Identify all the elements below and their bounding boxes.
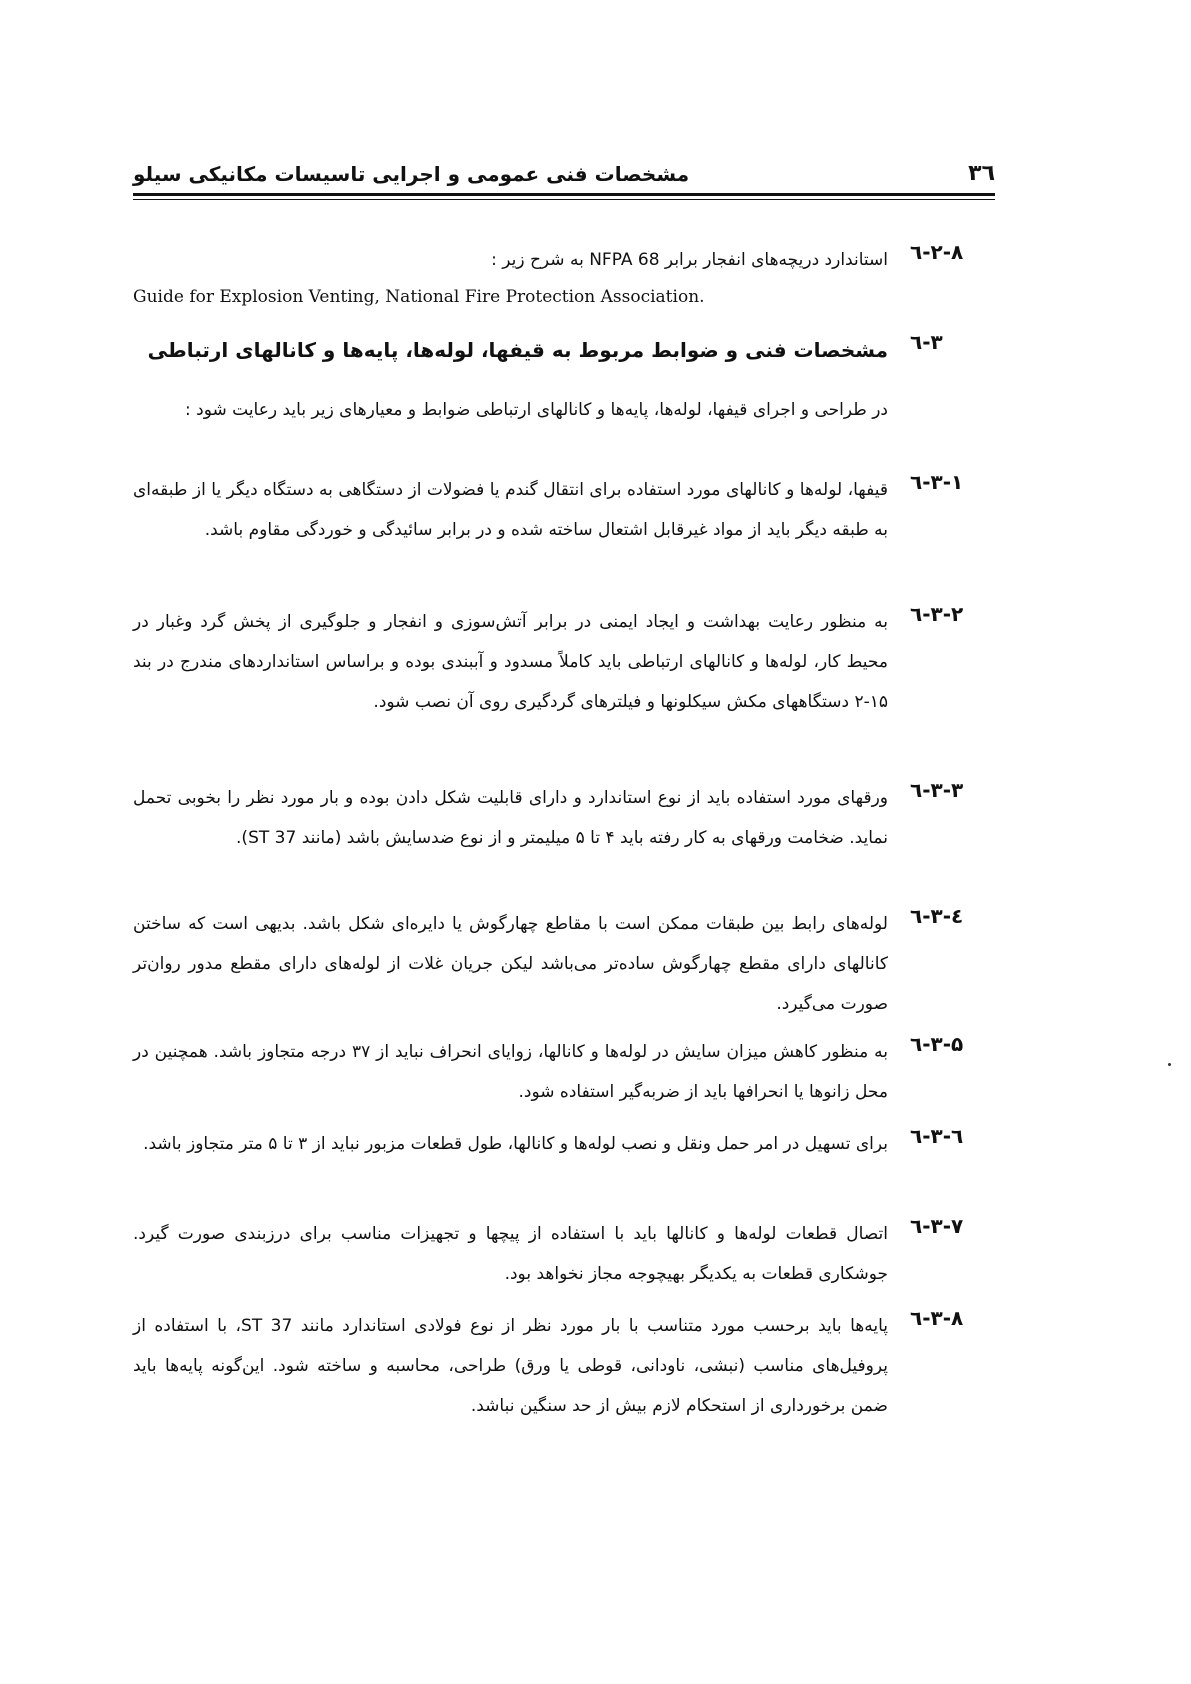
section-number: ٦-۳-۵: [910, 1032, 964, 1056]
section-6-3-8: [133, 1306, 995, 1426]
section-number: ٦-۳-۳: [910, 778, 964, 802]
section-text: قیفها، لوله‌ها و کانالهای مورد استفاده برای انتقال گندم یا فضولات از دستگاهی به دستگاه دیگر یا از طبقه‌ای به طبقه دیگر باید از مواد غیرقابل اشتعال ساخته شده و در برابر سائیدگی و خوردگی مقاوم باشد.: [133, 480, 888, 540]
section-number: ٦-۳-۷: [910, 1214, 964, 1238]
section-number: ٦-۳-٤: [910, 904, 964, 928]
section-text: لوله‌های رابط بین طبقات ممکن است با مقاطع چهارگوش یا دایره‌ای شکل باشد. بدیهی است که ساختن کانالهای دارای مقطع چهارگوش ساده‌تر می‌باشد لیکن جریان غلات از لوله‌های دارای مقطع مدور روان‌تر صورت می‌گیرد.: [133, 914, 888, 1014]
header-title: مشخصات فنی عمومی و اجرایی تاسیسات مکانیکی سیلو: [133, 162, 690, 186]
section-6-3-6: [133, 1124, 995, 1204]
section-text: برای تسهیل در امر حمل ونقل و نصب لوله‌ها و کانالها، طول قطعات مزبور نباید از ۳ تا ۵ متر متجاوز باشد.: [143, 1134, 888, 1154]
section-intro: در طراحی و اجرای قیفها، لوله‌ها، پایه‌ها و کانالهای ارتباطی ضوابط و معیارهای زیر باید رعایت شود :: [185, 400, 888, 420]
scan-speck: [1168, 1063, 1171, 1066]
section-number: ٦-۳-۸: [910, 1306, 964, 1330]
section-6-3: [133, 330, 995, 490]
section-6-3-3: [133, 778, 995, 898]
section-number: ٦-۲-۸: [910, 240, 964, 264]
section-number: ٦-۳-٦: [910, 1124, 964, 1148]
section-6-3-4: [133, 904, 995, 1024]
section-text: استاندارد دریچه‌های انفجار برابر NFPA 68 به شرح زیر :: [491, 250, 888, 270]
section-text: اتصال قطعات لوله‌ها و کانالها باید با استفاده از پیچها و تجهیزات مناسب برای درزبندی صورت گیرد. جوشکاری قطعات به یکدیگر بهیچوجه مجاز نخواهد بود.: [133, 1224, 888, 1284]
section-heading: مشخصات فنی و ضوابط مربوط به قیفها، لوله‌ها، پایه‌ها و کانالهای ارتباطی: [147, 338, 888, 362]
section-number: ٦-۳-۲: [910, 602, 964, 626]
page-header: [133, 150, 995, 192]
section-number: ٦-۳: [910, 330, 943, 354]
section-6-3-5: [133, 1032, 995, 1112]
section-text: به منظور کاهش میزان سایش در لوله‌ها و کانالها، زوایای انحراف نباید از ۳۷ درجه متجاوز باشد. همچنین در محل زانوها یا انحرافها باید از ضربه‌گیر استفاده شود.: [133, 1042, 888, 1102]
page-number: ۳٦: [968, 161, 995, 186]
header-rule-thin: [133, 199, 995, 200]
english-reference: Guide for Explosion Venting, National Fire Protection Association.: [133, 287, 705, 307]
section-text: پایه‌ها باید برحسب مورد متناسب با بار مورد نظر از نوع فولادی استاندارد مانند ST 37، با استفاده از پروفیل‌های مناسب (نبشی، ناودانی، قوطی یا ورق) طراحی، محاسبه و ساخته شود. این‌گونه پایه‌ها باید ضمن برخورداری از استحکام لازم بیش از حد سنگین نباشد.: [133, 1316, 888, 1416]
section-6-3-1: [133, 470, 995, 590]
section-text: ورقهای مورد استفاده باید از نوع استاندارد و دارای قابلیت شکل دادن بوده و بار مورد نظر را بخوبی تحمل نماید. ضخامت ورقهای به کار رفته باید ۴ تا ۵ میلیمتر و از نوع ضدسایش باشد (مانند ST 37).: [133, 788, 888, 848]
section-text: به منظور رعایت بهداشت و ایجاد ایمنی در برابر آتش‌سوزی و انفجار و جلوگیری از پخش گرد وغبار در محیط کار، لوله‌ها و کانالهای ارتباطی باید کاملاً مسدود و آببندی بوده و براساس استانداردهای مندرج در بند ۱۵-۲ دستگاههای مکش سیکلونها و فیلترهای گردگیری روی آن نصب شود.: [133, 612, 888, 712]
section-6-3-2: [133, 602, 995, 762]
section-number: ٦-۳-۱: [910, 470, 964, 494]
section-6-3-7: [133, 1214, 995, 1294]
header-rule-thick: [133, 193, 995, 196]
section-6-2-8: [133, 240, 995, 320]
